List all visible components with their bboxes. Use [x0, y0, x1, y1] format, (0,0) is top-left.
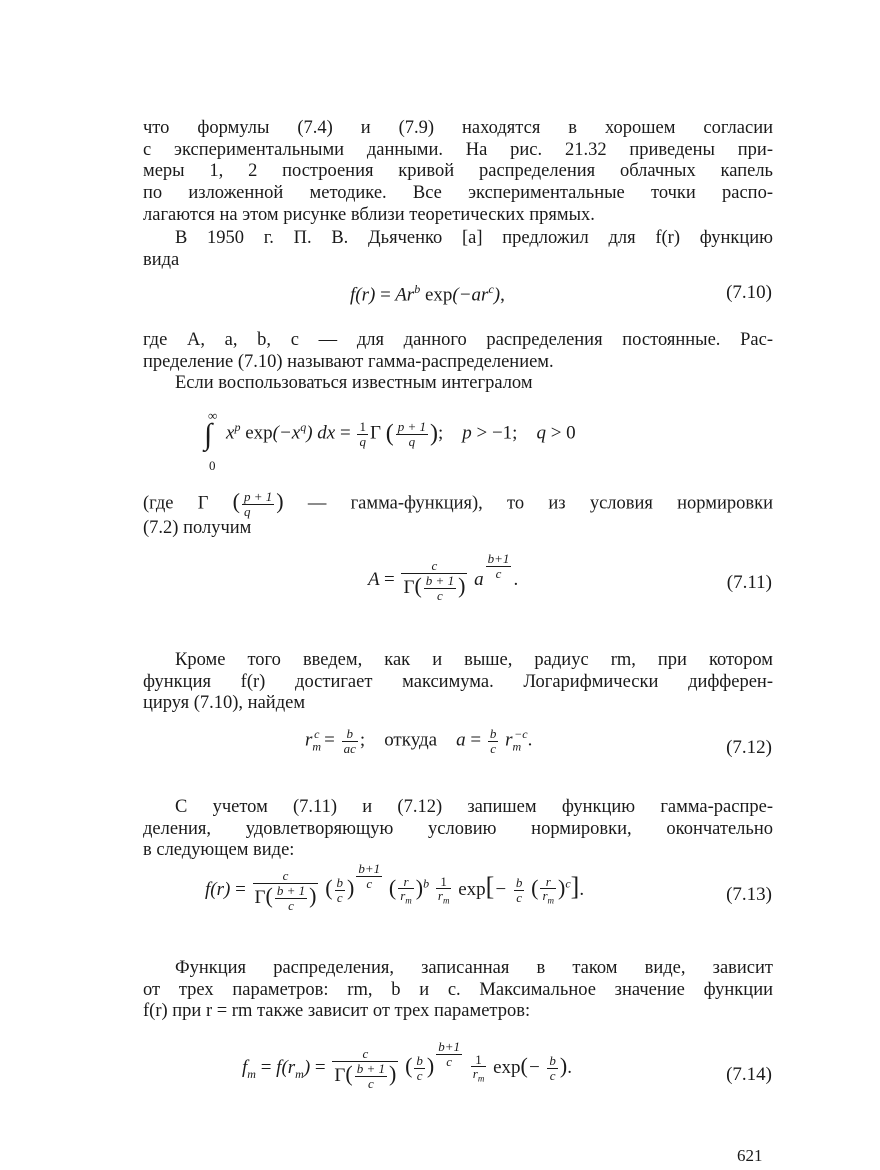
equation-word: откуда [384, 729, 438, 751]
page-number: 621 [737, 1146, 763, 1165]
text-line: Если воспользоваться известным интегралом [175, 373, 533, 393]
integral-lower-limit: 0 [209, 458, 216, 473]
text-line: Функция распределения, записанная в таком виде, зависит [175, 958, 773, 978]
paragraph-1 [143, 118, 773, 227]
equation-number: (7.12) [726, 737, 772, 758]
text-line: Кроме того введем, как и выше, радиус rm, при котором [175, 650, 773, 670]
text-line: меры 1, 2 построения кривой распределения облачных капель [143, 161, 773, 182]
paragraph-4 [143, 373, 773, 395]
paragraph-2 [143, 228, 773, 271]
equation-body: f(r) = c Г( $\frac{b + 1}{c}$ ) ( $\frac{b}{c}$ ) $\frac{b+1}{c}$ ( $\frac{r}{r_m}$ )$^b$ $\frac{1}{r_m}$ exp[− $\frac{b}{c}$ ( $\frac{r}{r_m}$ )$^c$]. [205, 861, 585, 913]
integral-sign: ∫ [204, 418, 213, 451]
text-line: С учетом (7.11) и (7.12) запишем функцию гамма-распре- [175, 797, 773, 817]
text-line: по изложенной методике. Все экспериментальные точки распо- [143, 183, 773, 204]
text-line: (где Г ( $\frac{p + 1}{q}$ ) — гамма-функция), то из условия нормировки [143, 488, 773, 519]
text-line: деления, удовлетворяющую условию нормировки, окончательно [143, 818, 773, 839]
equation-body: $f_m = f(r_m)$ = c Г( $\frac{b + 1}{c}$ ) ( $\frac{b}{c}$ ) $\frac{b+1}{c}$ $\frac{1}{r_m}$ exp(− $\frac{b}{c}$ ). [242, 1039, 572, 1091]
text-line: пределение (7.10) называют гамма-распределением. [143, 351, 554, 372]
equation-number: (7.13) [726, 884, 772, 905]
equation-body: $r_m^c$ = $\frac{b}{ac}$ ; откуда a = $\frac{b}{c}$ $r_m^{-c}$. [305, 726, 533, 756]
text-line: (7.2) получим [143, 518, 252, 539]
equation-number: (7.10) [726, 282, 772, 303]
paragraph-8 [143, 958, 773, 1023]
text-line: цируя (7.10), найдем [143, 693, 306, 714]
equation-body: A = c Г( $\frac{b + 1}{c}$ ) a $\frac{b+1}{c}$ . [368, 551, 519, 603]
paragraph-5 [143, 490, 773, 540]
equation-number: (7.11) [726, 572, 772, 593]
paragraph-7 [143, 797, 773, 862]
text-line: от трех параметров: rm, b и c. Максимальное значение функции [143, 979, 773, 1000]
equation-body: $f(r) = Ar^b$ $\exp(-ar^c)$, [350, 282, 505, 306]
text-line: лагаются на этом рисунке вблизи теоретических прямых. [143, 204, 595, 225]
paragraph-3 [143, 330, 773, 373]
paragraph-6 [143, 650, 773, 715]
text-line: где A, a, b, c — для данного распределения постоянные. Рас- [143, 330, 773, 350]
equation-number: (7.14) [726, 1064, 772, 1085]
text-line: В 1950 г. П. В. Дьяченко [а] предложил для f(r) функцию [175, 228, 773, 248]
equation-body: $x^p$ $\exp(-x^q)$ dx = $\frac{1}{q}$ Г ( $\frac{p + 1}{q}$ ); p > −1; q > 0 [226, 419, 576, 449]
text-line: вида [143, 249, 180, 270]
text-line: с экспериментальными данными. На рис. 21.32 приведены при- [143, 139, 773, 160]
integral-upper-limit: ∞ [208, 408, 218, 423]
text-line: f(r) при r = rm также зависит от трех параметров: [143, 1001, 531, 1022]
text-line: в следующем виде: [143, 840, 295, 861]
text-line: что формулы (7.4) и (7.9) находятся в хорошем согласии [143, 118, 773, 138]
text-line: функция f(r) достигает максимума. Логарифмически дифферен- [143, 671, 773, 692]
